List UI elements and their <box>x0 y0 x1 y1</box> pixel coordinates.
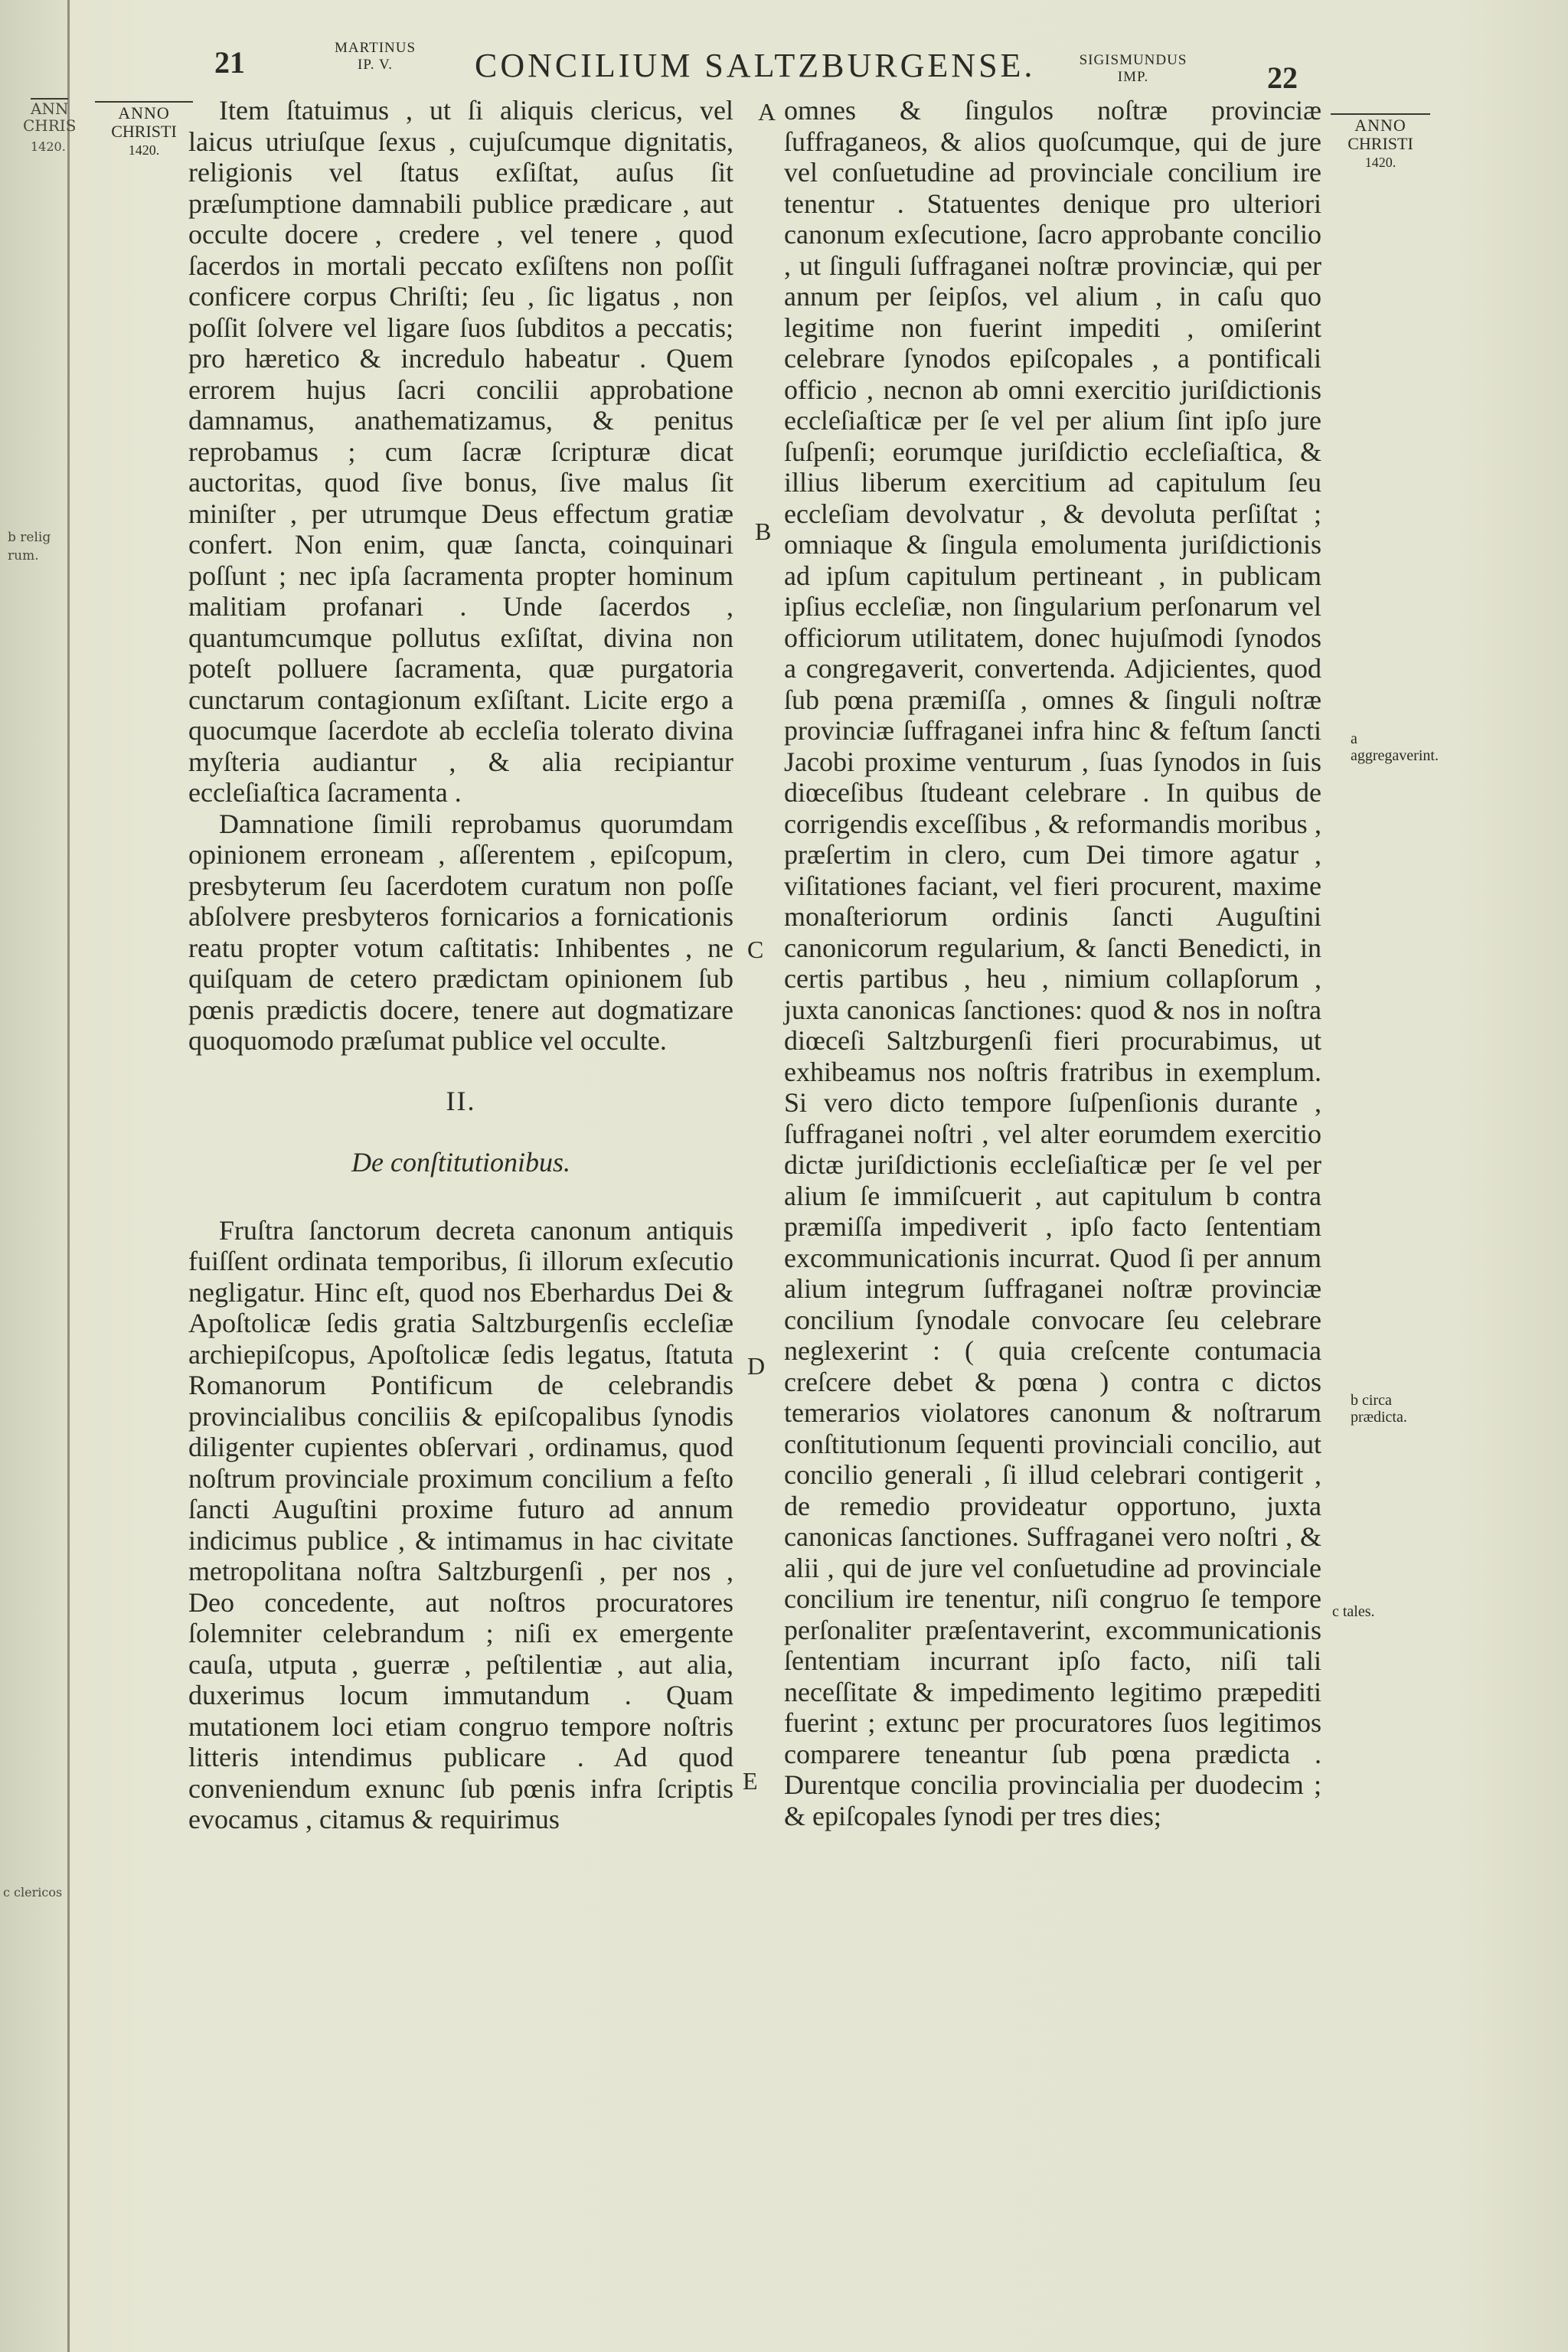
page-title: CONCILIUM SALTZBURGENSE. <box>475 47 1036 84</box>
prev-note-b: b relig rum. <box>8 530 51 564</box>
left-column <box>188 95 733 1835</box>
left-running-head <box>322 40 429 74</box>
section-letter-b: B <box>755 518 772 545</box>
prev-anno: ANN <box>31 100 69 118</box>
running-head-martinus: MARTINUS <box>334 40 416 56</box>
anno-christi-right <box>1331 113 1430 172</box>
prev-note-c: c clericos <box>3 1885 63 1900</box>
year-label: 1420. <box>128 142 160 158</box>
previous-page-edge <box>0 0 77 2352</box>
left-page-number: 21 <box>214 45 245 80</box>
section-number: II. <box>446 1085 476 1116</box>
year-label: 1420. <box>1364 155 1396 170</box>
section-letter-e: E <box>743 1767 758 1795</box>
right-column <box>784 95 1321 1831</box>
margin-note-c: c tales. <box>1332 1603 1375 1620</box>
anno-label: ANNO <box>95 101 193 122</box>
margin-note-b: b circa prædicta. <box>1351 1392 1407 1426</box>
right-running-head <box>1068 52 1198 86</box>
running-head-pope: IP. V. <box>358 57 393 73</box>
paragraph: Damnatione ſimili reprobamus quorumdam opinionem erroneam , aſſerentem , epiſcopum, presbyterum ſeu ſacerdotem curatum non poſſe abſolvere presbyteros fornicarios a fornicationis reatu propter votum caſtitatis: Inhibentes , ne quiſquam de cetero prædictam opinionem ſub pœnis prædictis docere, tenere aut dogmatizare quoquomodo præſumat publice vel occulte. <box>188 808 733 1056</box>
paragraph: omnes & ſingulos noſtræ provinciæ ſuffraganeos, & alios quoſcumque, qui de jure vel conſuetudine ad provinciale concilium ire tenentur . Statuentes denique pro ulteriori canonum exſecutione, ſacro approbante concilio , ut ſinguli ſuffraganei noſtræ provinciæ, qui per annum per ſeipſos, vel alium , in caſu quo legitime non fuerint impediti , omiſerint celebrare ſynodos epiſcopales , a pontificali officio , necnon ab omni exercitio juriſdictionis eccleſiaſticæ per ſe vel per alium ſint ipſo jure ſuſpenſi; eorumque juriſdictio eccleſiaſtica, & illius liberum exercitium ad capitulum ſeu eccleſiam devolvatur , & devoluta perſiſtat ; omniaque & ſingula emolumenta juriſdictionis ad ipſum capitulum pertineant , in publicam ipſius eccleſiæ, non ſingularium perſonarum vel officiorum utilitatem, donec hujuſmodi ſynodos a congregaverit, convertenda. Adjicientes, quod ſub pœna præmiſſa , omnes & ſinguli noſtræ provinciæ ſuffraganei infra hinc & feſtum ſancti Jacobi proxime venturum , ſuas ſynodos in ſuis diœceſibus ſtudeant celebrare . In quibus de corrigendis exceſſibus , & reformandis moribus , præſertim in clero, cum Dei timore agatur , viſitationes faciant, vel fieri procurent, maxime monaſteriorum ordinis ſancti Auguſtini canonicorum regularium, & ſancti Benedicti, in certis partibus , heu , nimium collapſorum , juxta canonicas ſanctiones: quod & nos in noſtra diœceſi Saltzburgenſi fieri procurabimus, ut exhibeamus nos noſtris fratribus in exemplum. Si vero dicto tempore ſuſpenſionis durante , ſuffraganei noſtri , vel alter eorumdem exercitio dictæ juriſdictionis eccleſiaſticæ per ſe vel per alium ſe immiſcuerit , aut capitulum b contra præmiſſa impediverit , ipſo facto ſententiam excommunicationis incurrat. Quod ſi per annum alium integrum ſuffraganei noſtræ provinciæ concilium ſynodale convocare ſeu celebrare neglexerint : ( quia creſcente contumacia creſcere debet & pœna ) contra c dictos temerarios violatores canonum & noſtrarum conſtitutionum ſequenti provinciali concilio, aut concilio generali , ſi illud celebrari contigerit , de remedio provideatur opportuno, juxta canonicas ſanctiones. Suffraganei vero noſtri , & alii , qui de jure vel conſuetudine ad provinciale concilium ire tenentur, niſi congruo ſe tempore perſonaliter præſentaverint, excommunicationis ſententiam incurrant ipſo facto, niſi tali neceſſitate & impedimento legitimo præpediti fuerint ; extunc per procuratores ſuos legitimos comparere teneantur ſub pœna prædicta . Durentque concilia provincialia per duodecim ; & epiſcopales ſynodi per tres dies; <box>784 95 1321 1831</box>
prev-christi: CHRIS <box>23 116 77 135</box>
margin-note-a: a aggregaverint. <box>1351 730 1439 764</box>
running-head-sigismundus: SIGISMUNDUS <box>1079 52 1187 68</box>
anno-label: ANNO <box>1331 113 1430 135</box>
section-letter-a: A <box>758 98 776 126</box>
running-head-imp: IMP. <box>1117 69 1149 85</box>
paragraph: Fruſtra ſanctorum decreta canonum antiquis fuiſſent ordinata temporibus, ſi illorum exſecutio negligatur. Hinc eſt, quod nos Eberhardus Dei & Apoſtolicæ ſedis gratia Saltzburgenſis eccleſiæ archiepiſcopus, Apoſtolicæ ſedis legatus, ſtatuta Romanorum Pontificum de celebrandis provincialibus conciliis & epiſcopalibus ſynodis diligenter cupientes obſervari , ordinamus, quod noſtrum provinciale proximum concilium a feſto ſancti Auguſtini proxime futuro ad annum indicimus publice , & intimamus in hac civitate metropolitana noſtra Saltzburgenſi , per nos , Deo concedente, aut noſtros procuratores ſolemniter celebrandum ; niſi ex emergente cauſa, utputa , guerræ , peſtilentiæ , aut alia, duxerimus locum immutandum . Quam mutationem loci etiam congruo tempore noſtris litteris intendimus publicare . Ad quod conveniendum exnunc ſub pœnis infra ſcriptis evocamus , citamus & requirimus <box>188 1214 733 1834</box>
section-letter-d: D <box>747 1352 766 1380</box>
christi-label: CHRISTI <box>111 122 177 141</box>
section-title: De conſtitutionibus. <box>351 1147 570 1178</box>
right-page-number: 22 <box>1267 60 1298 95</box>
section-letter-c: C <box>747 936 764 963</box>
christi-label: CHRISTI <box>1348 134 1413 153</box>
anno-christi-left <box>95 101 193 159</box>
paragraph: Item ſtatuimus , ut ſi aliquis clericus, vel laicus utriuſque ſexus , cujuſcumque dignitatis, religionis vel ſtatus exſiſtat, auſus ſit præſumptione damnabili publice prædicare , aut occulte docere , credere , vel tenere , quod ſacerdos in mortali peccato exſiſtens non poſſit conficere corpus Chriſti; ſeu , ſic ligatus , non poſſit ſolvere vel ligare ſuos ſubditos a peccatis; pro hæretico & incredulo habeatur . Quem errorem hujus ſacri concilii approbatione damnamus, anathematizamus, & penitus reprobamus ; cum ſacræ ſcripturæ dicat auctoritas, quod ſive bonus, ſive malus ſit miniſter , per utrumque Deus effectum gratiæ confert. Non enim, quæ ſancta, coinquinari poſſunt ; nec ipſa ſacramenta propter hominum malitiam profanari . Unde ſacerdos , quantumcumque pollutus exſiſtat, divina non poteſt polluere ſacramenta, quæ purgatoria cunctarum contagionum exſiſtant. Licite ergo a quocumque ſacerdote ab eccleſia tolerato divina myſteria audiantur , & alia recipiantur eccleſiaſtica ſacramenta . <box>188 95 733 808</box>
prev-year: 1420. <box>31 139 66 154</box>
